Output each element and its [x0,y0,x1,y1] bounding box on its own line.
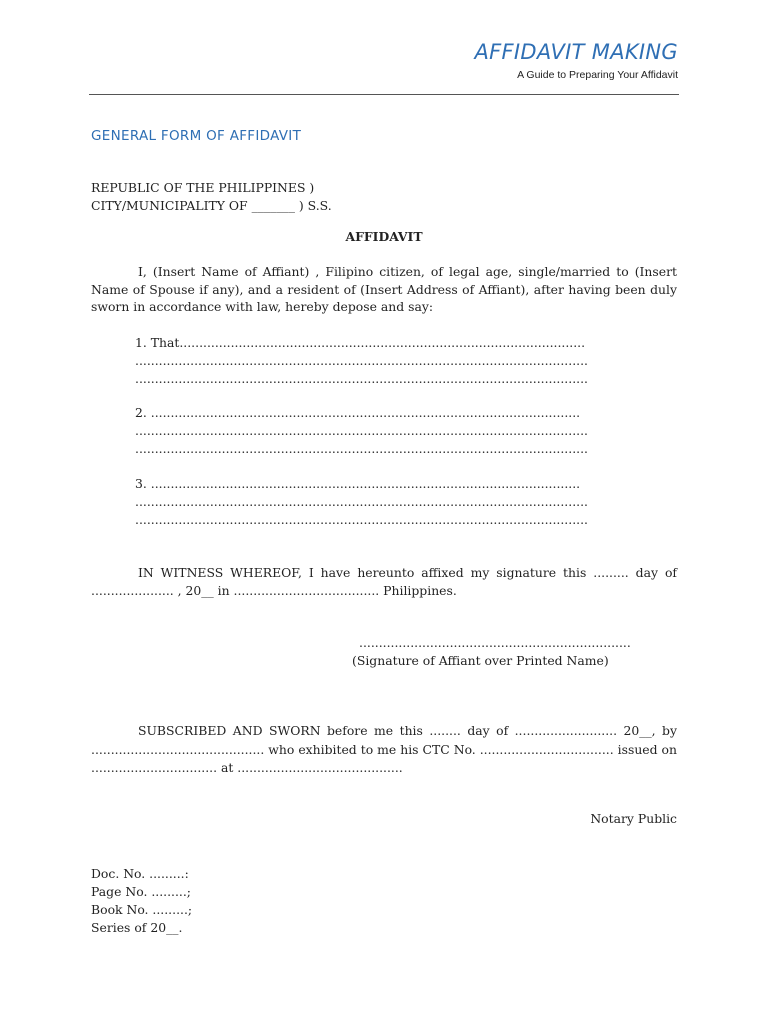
witness-paragraph [91,564,677,600]
header-title: AFFIDAVIT MAKING [474,40,678,64]
header-subtitle: A Guide to Preparing Your Affidavit [517,69,678,81]
deposition-item-1 [135,334,641,388]
subscribed-paragraph [91,722,677,778]
item-3-line-3: ................................................................................................................... [135,512,588,527]
caption-city: CITY/MUNICIPALITY OF _______ ) S.S. [91,198,332,213]
signature-caption: (Signature of Affiant over Printed Name) [352,653,609,668]
document-title: AFFIDAVIT [345,229,423,244]
signature-line: ..................................................................... [359,635,631,650]
subscribed-paragraph-text: SUBSCRIBED AND SWORN before me this ........ day of .......................... 20__, by ............................................ who exhibited to me his CTC No. .................................. issued on ................................ at .......................................... [91,723,677,775]
series-year: Series of 20__. [91,920,183,935]
header-divider [89,94,679,95]
item-2-line-2: ................................................................................................................... [135,423,588,438]
intro-paragraph [91,263,677,316]
section-title: GENERAL FORM OF AFFIDAVIT [91,128,302,144]
notary-public-label: Notary Public [590,811,677,826]
intro-paragraph-text: I, (Insert Name of Affiant) , Filipino citizen, of legal age, single/married to (Insert Name of Spouse if any), and a resident of (Insert Address of Affiant), after having been duly sworn in accordance with law, hereby depose and say: [91,264,677,314]
doc-number: Doc. No. .........: [91,866,189,881]
item-2-line-1: 2. ............................................................................................................. [135,405,581,420]
witness-paragraph-text: IN WITNESS WHEREOF, I have hereunto affixed my signature this ......... day of ..................... , 20__ in ..................................... Philippines. [91,565,677,598]
caption-republic: REPUBLIC OF THE PHILIPPINES ) [91,180,315,195]
deposition-item-2 [135,404,641,458]
item-3-line-2: ................................................................................................................... [135,494,588,509]
item-1-line-2: ................................................................................................................... [135,353,588,368]
page-number: Page No. .........; [91,884,191,899]
item-3-line-1: 3. ............................................................................................................. [135,476,581,491]
item-1-line-3: ................................................................................................................... [135,371,588,386]
deposition-item-3 [135,475,641,529]
item-1-line-1: 1. That....................................................................................................... [135,335,586,350]
item-2-line-3: ................................................................................................................... [135,441,588,456]
book-number: Book No. .........; [91,902,193,917]
